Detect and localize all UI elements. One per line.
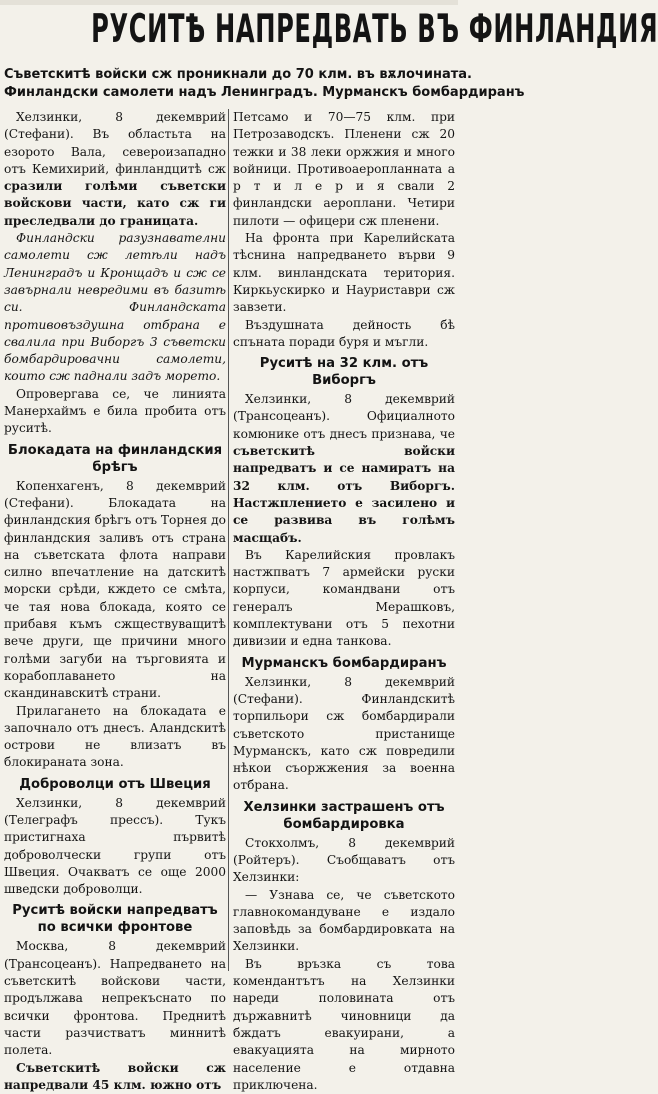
headline: РУСИТѢ НАПРЕДВАТЬ ВЪ ФИНЛАНДИЯ <box>91 7 658 52</box>
subheadline-1: Съветскитѣ войски сж проникнали до 70 клм. въ вѫлочината. <box>4 67 472 82</box>
vyborg-paragraph-2: Въ Карелийския провлакъ настжпватъ 7 армейски руски корпуси, командвани отъ генералъ Мерашковъ, комплектувани отъ 5 пехотни дивизии и една танкова. <box>233 547 455 649</box>
helsinki-paragraph-2: — Узнава се, че съветското главнокомандуване е издало заповѣдь за бомбардировката на Хелзинки. <box>233 887 455 954</box>
intro-paragraph-italic: Финландски разузнавателни самолети сж летѣли надъ Ленинградъ и Кронщадъ и сж се завърнали невредими въ базитѣ си. Финландската противовъздушна отбрана е свалила при Виборгъ 3 съветски бомбардировачни самолети, които сж паднали задъ морето. <box>4 231 226 384</box>
volunteers-paragraph: Хелзинки, 8 декемврий (Телеграфъ прессъ). Тукъ пристигнаха първитѣ доброволчески групи отъ Швеция. Очакватъ се още 2000 шведски доброволци. <box>4 795 226 897</box>
vyborg-paragraph-1: Хелзинки, 8 декемврий (Трансоцеанъ). Официалното комюнике отъ днесъ признава, че съветскитѣ войски напредватъ и се намиратъ на 32 клм. отъ Виборгъ. Настжплението е засилено и се развива въ голѣмъ масщабъ. <box>233 392 455 545</box>
blockade-title: Блокадата на финландския брѣгъ <box>7 442 223 475</box>
all-fronts-title: Руситѣ войски напредватъ по всички фронтове <box>12 903 218 936</box>
intro-paragraph-1: Хелзинки, 8 декемврий (Стефани). Въ областьта на езорото Вала, североизападно отъ Кемихирий, финландцитѣ сж сразили голѣми съветски войскови части, като сж ги преследвали до границата. <box>4 110 226 228</box>
volunteers-title: Доброволци отъ Швеция <box>19 776 211 792</box>
continuation-paragraph-1: Петсамо и 70—75 клм. при Петрозаводскъ. Пленени сж 20 тежки и 38 леки оржжия и много войници. Противоаеропланната а р т и л е р и я свали 2 финландски аероплани. Четири пилоти — офицери сж пленени. <box>233 110 455 228</box>
all-fronts-paragraph-2: Съветскитѣ войски сж напредвали 45 клм. южно отъ <box>4 1060 226 1092</box>
murmansk-title: Мурманскъ бомбардиранъ <box>241 655 447 671</box>
all-fronts-paragraph-1: Москва, 8 декемврий (Трансоцеанъ). Напредването на съветскитѣ войскови части, продължава непрекъснато по всички фронтова. Преднитѣ части разчистватъ миннитѣ полета. <box>4 939 226 1058</box>
helsinki-title: Хелзинки застрашенъ отъ бомбардировка <box>243 799 445 832</box>
murmansk-paragraph: Хелзинки, 8 декемврий (Стефани). Финландскитѣ торпильори сж бомбардирали съветското пристанище Мурманскъ, като сж повредили нѣкои съоржжения за военна отбрана. <box>233 674 455 793</box>
continuation-paragraph-2: На фронта при Карелийската тѣснина напредването върви 9 клм. винландската територия. Киркьускирко и Науриставри сж завзети. <box>233 231 455 315</box>
blockade-paragraph-1: Копенхагенъ, 8 декемврий (Стефани). Блокадата на финландския брѣгъ отъ Торнея до финландския заливъ отъ страна на съветската флота направи силно впечатление на датскитѣ морски срѣди, кждето се смѣта, че тая нова блокада, която се прибавя къмъ сжществуващитѣ вече други, ще причини много голѣми загуби на търговията и корабоплаването на скандинавскитѣ страни. <box>4 478 226 701</box>
helsinki-paragraph-1: Стокхолмъ, 8 декемврий (Ройтеръ). Съобщаватъ отъ Хелзинки: <box>233 835 455 885</box>
column-divider <box>228 109 229 971</box>
blockade-paragraph-2: Прилагането на блокадата е започнало отъ днесъ. Аландскитѣ острови не влизатъ въ блокираната зона. <box>4 703 226 770</box>
intro-paragraph-3: Опровергава се, че линията Манерхаймъ е била пробита отъ руситѣ. <box>4 386 226 436</box>
helsinki-paragraph-3: Въ връзка съ това комендантътъ на Хелзинки нареди половината отъ държавнитѣ чиновници да бждатъ евакуирани, а евакуацията на мирното население е отдавна приключена. <box>233 956 455 1092</box>
subheadline-2: Финландски самолети надъ Ленинградъ. Мурманскъ бомбардиранъ <box>4 85 525 100</box>
left-column <box>4 109 226 1094</box>
right-column <box>233 109 455 1094</box>
top-margin-strip <box>0 0 458 5</box>
continuation-paragraph-3: Въздушната дейность бѣ спъната поради буря и мъгли. <box>233 317 455 349</box>
vyborg-title: Руситѣ на 32 клм. отъ Виборгъ <box>259 356 429 389</box>
